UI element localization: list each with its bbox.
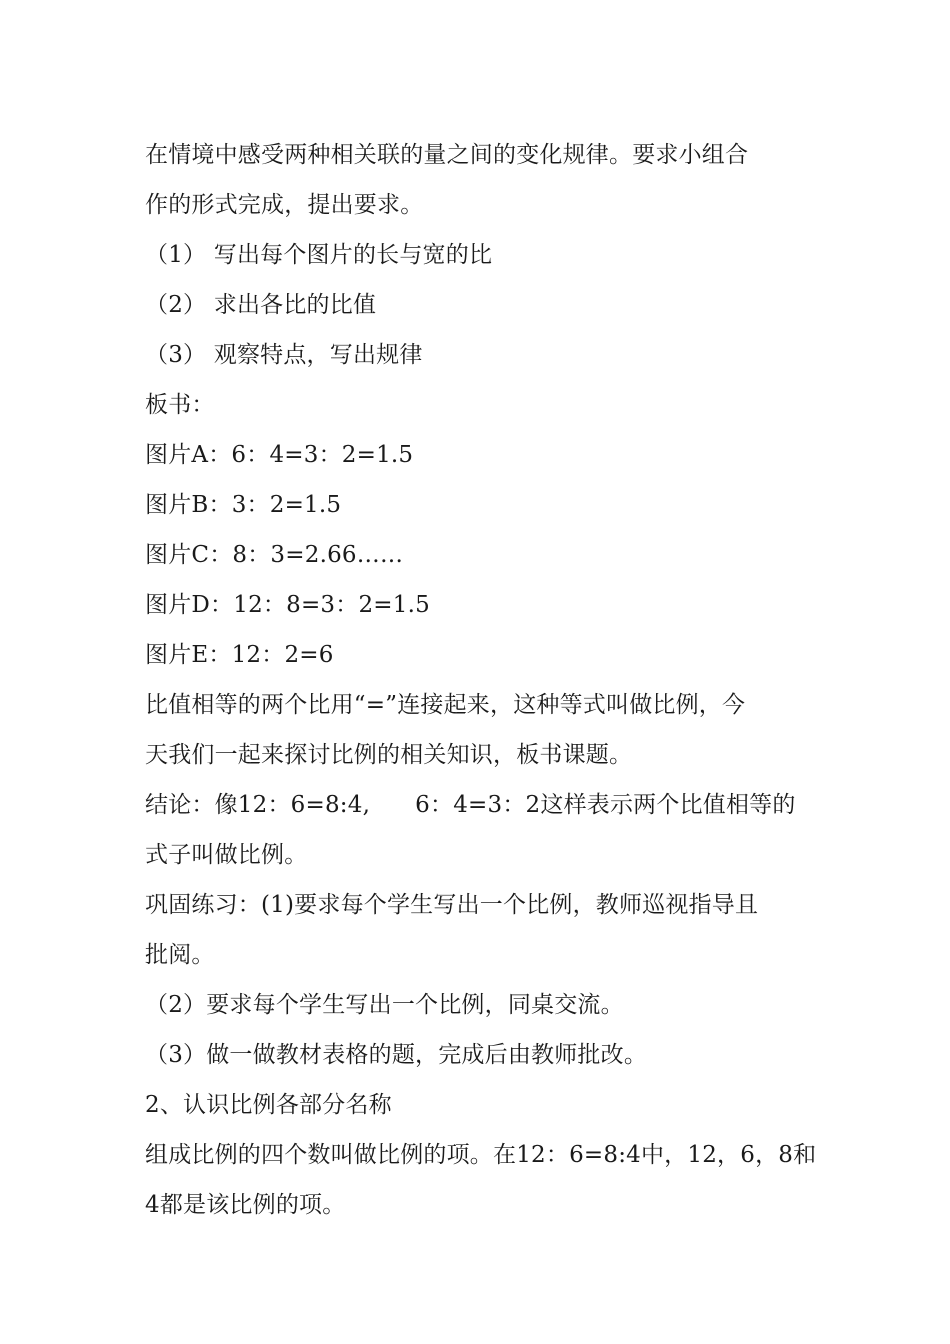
blackboard-heading: 板书： — [145, 392, 215, 418]
paragraph-line: 比值相等的两个比用“=”连接起来，这种等式叫做比例，今 — [145, 692, 746, 718]
conclusion-line: 式子叫做比例。 — [145, 842, 308, 868]
ratio-line-c: 图片C：8：3=2.66…… — [145, 542, 404, 568]
section-heading: 2、认识比例各部分名称 — [145, 1092, 392, 1118]
paragraph-line: 在情境中感受两种相关联的量之间的变化规律。要求小组合 — [145, 142, 749, 168]
ratio-line-d: 图片D：12：8=3：2=1.5 — [145, 592, 430, 618]
requirement-item-3: （3） 观察特点，写出规律 — [145, 342, 423, 368]
practice-item-3: （3）做一做教材表格的题，完成后由教师批改。 — [145, 1042, 648, 1068]
paragraph-line: 作的形式完成，提出要求。 — [145, 192, 424, 218]
practice-line: 批阅。 — [145, 942, 215, 968]
paragraph-line: 组成比例的四个数叫做比例的项。在12：6=8:4中，12，6，8和 — [145, 1142, 817, 1168]
ratio-line-a: 图片A：6：4=3：2=1.5 — [145, 442, 414, 468]
paragraph-line: 4都是该比例的项。 — [145, 1192, 346, 1218]
paragraph-line: 天我们一起来探讨比例的相关知识，板书课题。 — [145, 742, 633, 768]
conclusion-line: 结论：像12：6=8:4, 6：4=3：2这样表示两个比值相等的 — [145, 792, 796, 818]
practice-line: 巩固练习：(1)要求每个学生写出一个比例，教师巡视指导且 — [145, 892, 759, 918]
document-body — [145, 130, 817, 1230]
requirement-item-1: （1） 写出每个图片的长与宽的比 — [145, 242, 493, 268]
ratio-line-e: 图片E：12：2=6 — [145, 642, 334, 668]
ratio-line-b: 图片B：3：2=1.5 — [145, 492, 342, 518]
practice-item-2: （2）要求每个学生写出一个比例，同桌交流。 — [145, 992, 624, 1018]
requirement-item-2: （2） 求出各比的比值 — [145, 292, 377, 318]
